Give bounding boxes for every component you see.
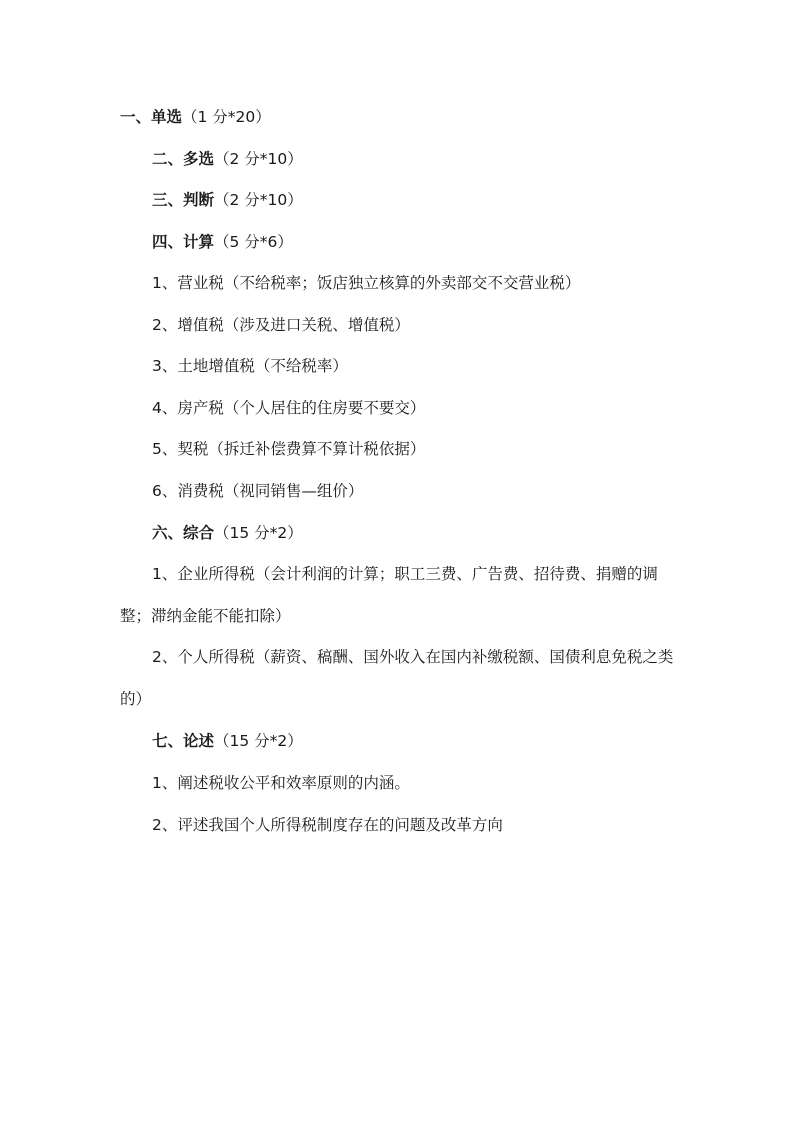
section-title: 一、单选 — [120, 108, 183, 126]
section-title: 六、综合 — [152, 524, 215, 542]
calc-item: 2、增值税（涉及进口关税、增值税） — [152, 316, 410, 334]
section-title: 二、多选 — [152, 150, 215, 168]
calc-item: 1、营业税（不给税率；饭店独立核算的外卖部交不交营业税） — [152, 274, 581, 292]
section-title: 四、计算 — [152, 233, 215, 251]
section-score: （2 分*10） — [214, 191, 303, 209]
section-comprehensive — [152, 523, 303, 543]
section-score: （2 分*10） — [214, 150, 303, 168]
section-score: （15 分*2） — [214, 732, 303, 750]
essay-item: 1、阐述税收公平和效率原则的内涵。 — [152, 774, 410, 792]
comprehensive-item: 1、企业所得税（会计利润的计算；职工三费、广告费、招待费、捐赠的调整；滞纳金能不能扣除） — [120, 565, 658, 625]
section-score: （15 分*2） — [214, 524, 303, 542]
section-title: 七、论述 — [152, 732, 215, 750]
comprehensive-item: 2、个人所得税（薪资、稿酬、国外收入在国内补缴税额、国债利息免税之类的） — [120, 648, 674, 708]
section-multiple-choice — [152, 149, 303, 169]
section-essay — [152, 731, 303, 751]
calc-item: 4、房产税（个人居住的住房要不要交） — [152, 399, 426, 417]
section-calculation — [152, 232, 293, 252]
section-true-false — [152, 190, 303, 210]
section-score: （1 分*20） — [182, 108, 271, 126]
essay-item: 2、评述我国个人所得税制度存在的问题及改革方向 — [152, 816, 503, 834]
calc-item: 5、契税（拆迁补偿费算不算计税依据） — [152, 440, 426, 458]
section-title: 三、判断 — [152, 191, 215, 209]
calc-item: 6、消费税（视同销售—组价） — [152, 482, 364, 500]
section-score: （5 分*6） — [214, 233, 293, 251]
calc-item: 3、土地增值税（不给税率） — [152, 357, 348, 375]
section-single-choice — [120, 107, 271, 127]
